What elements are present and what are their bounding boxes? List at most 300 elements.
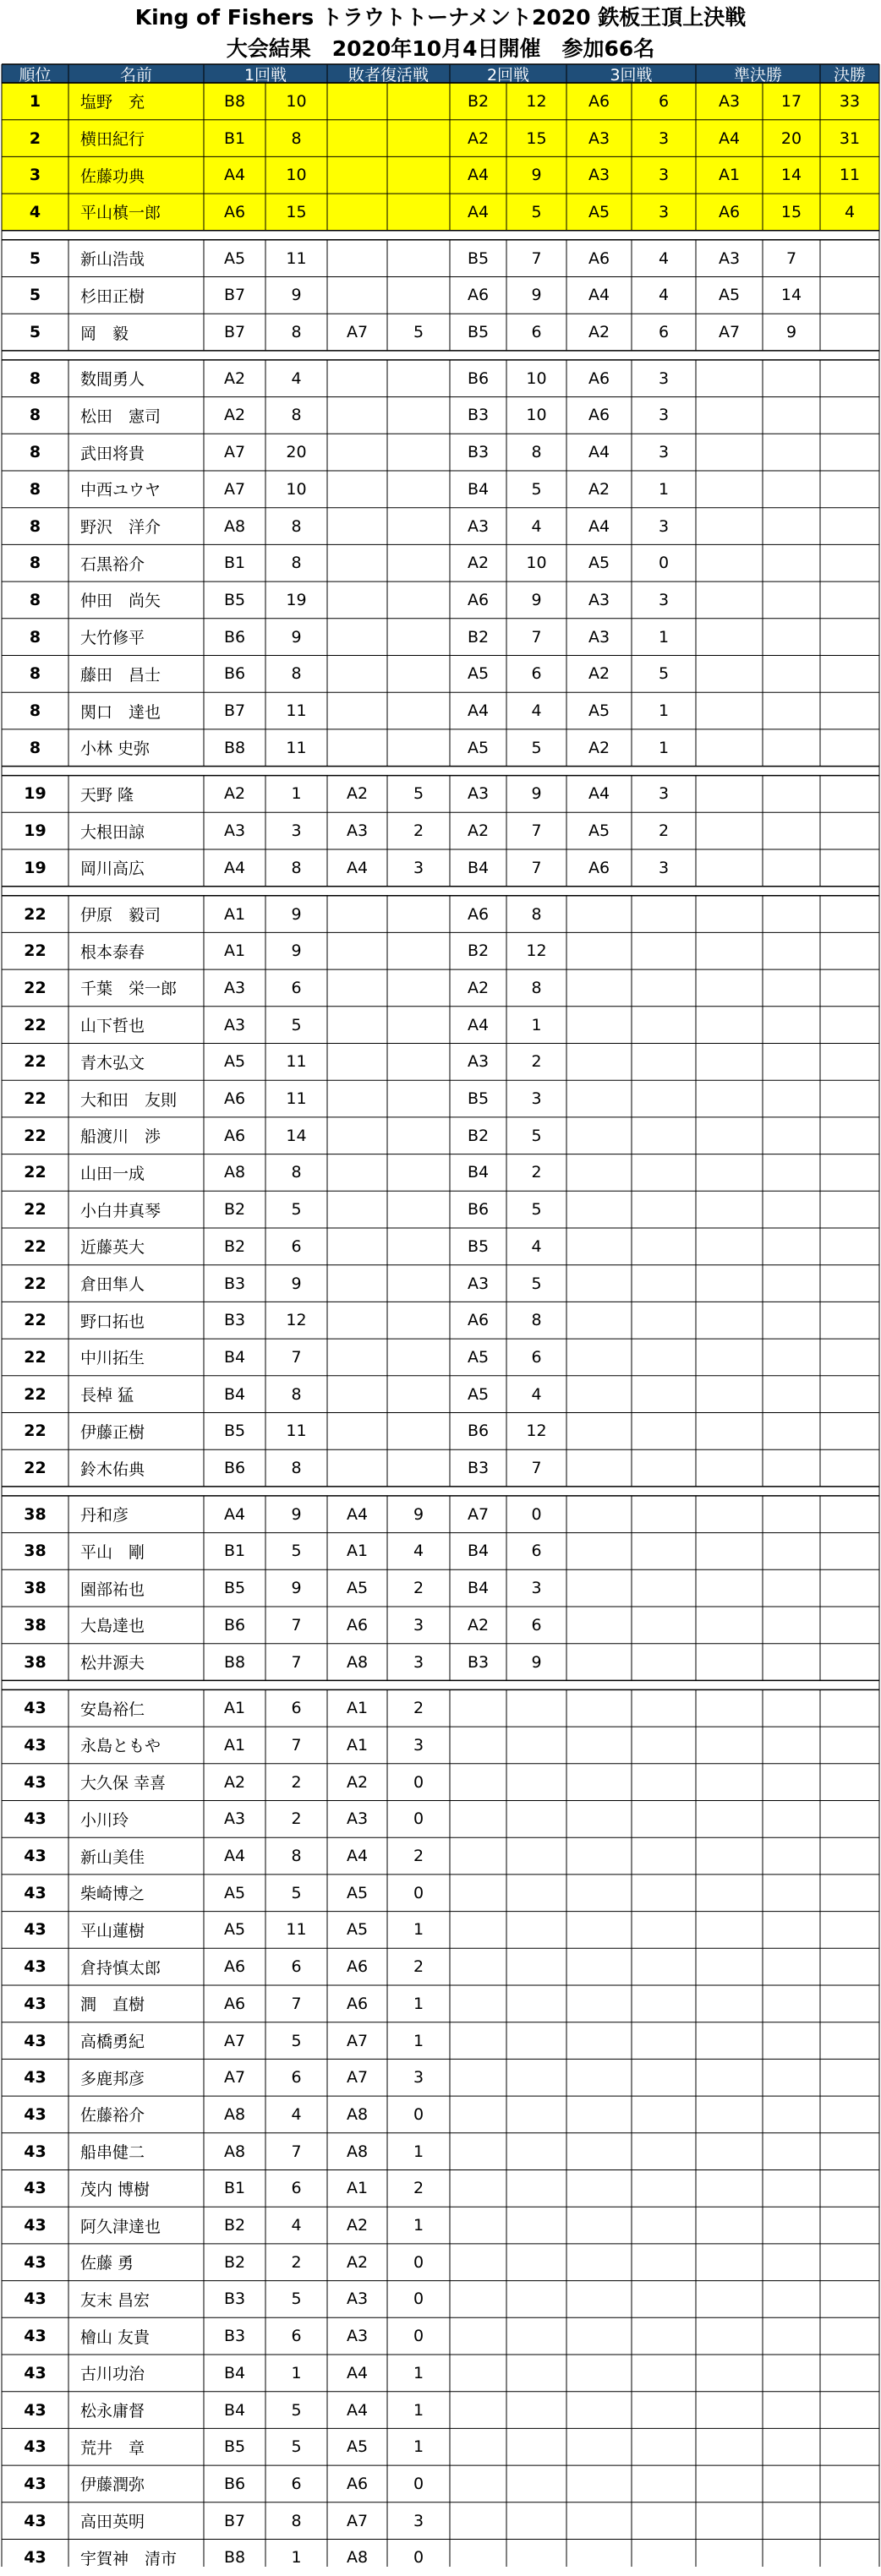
sf-score-cell [763,729,820,767]
rep-score-cell: 1 [387,2133,450,2170]
r1-peg-cell: B1 [204,2170,265,2208]
r1-score-cell: 5 [265,1191,327,1228]
r3-score-cell: 4 [632,240,696,277]
r1-peg-cell: B3 [204,1265,265,1302]
r3-peg-cell [566,1007,632,1044]
rep-score-cell [387,1339,450,1376]
rep-score-cell [387,1154,450,1192]
r2-score-cell: 9 [506,277,566,314]
sf-score-cell [763,1801,820,1838]
r2-peg-cell: B4 [450,1533,506,1570]
rep-score-cell: 5 [387,314,450,351]
name-cell: 平山蓮樹 [68,1912,204,1949]
r3-score-cell [632,1302,696,1339]
rep-score-cell [387,1265,450,1302]
rep-peg-cell: A5 [327,1912,387,1949]
r2-peg-cell [450,2428,506,2465]
r2-peg-cell [450,2244,506,2281]
rank-cell: 22 [2,1449,68,1487]
final-score-cell [820,1569,879,1607]
rep-score-cell [387,120,450,157]
sf-score-cell [763,1007,820,1044]
r3-peg-cell [566,1948,632,1985]
r3-peg-cell [566,1339,632,1376]
final-score-cell [820,1007,879,1044]
r3-peg-cell [566,932,632,969]
r1-score-cell: 8 [265,1154,327,1192]
r1-peg-cell: A2 [204,360,265,397]
rep-peg-cell: A5 [327,1569,387,1607]
r1-peg-cell: B5 [204,581,265,619]
rep-score-cell [387,1080,450,1117]
rank-cell: 43 [2,2244,68,2281]
rep-peg-cell: A1 [327,1727,387,1764]
r3-score-cell [632,1727,696,1764]
r2-score-cell: 9 [506,581,566,619]
r2-peg-cell: B2 [450,932,506,969]
rank-cell: 22 [2,1228,68,1265]
final-score-cell [820,1607,879,1644]
rep-score-cell [387,471,450,508]
r1-score-cell: 7 [265,1644,327,1681]
rep-peg-cell [327,692,387,729]
header-name: 名前 [68,64,204,83]
rep-score-cell: 0 [387,1764,450,1801]
r1-peg-cell: A3 [204,812,265,849]
sf-score-cell [763,1154,820,1192]
rank-cell: 19 [2,812,68,849]
rank-cell: 22 [2,1154,68,1192]
rep-score-cell [387,397,450,434]
r3-score-cell [632,1689,696,1727]
r3-peg-cell [566,1912,632,1949]
r1-peg-cell: B4 [204,1339,265,1376]
sf-peg-cell [696,1302,763,1339]
final-score-cell [820,969,879,1007]
rep-score-cell: 0 [387,2540,450,2576]
sf-peg-cell [696,2465,763,2502]
r3-score-cell [632,2133,696,2170]
r3-peg-cell: A5 [566,692,632,729]
final-score-cell [820,240,879,277]
rank-cell: 43 [2,1837,68,1875]
r3-peg-cell: A4 [566,776,632,813]
tournament-title: King of Fishers トラウトトーナメント2020 鉄板王頂上決戦 [0,2,881,34]
rank-cell: 5 [2,277,68,314]
r1-peg-cell: A7 [204,434,265,471]
r3-score-cell [632,1912,696,1949]
sf-peg-cell [696,896,763,933]
rep-peg-cell: A2 [327,2244,387,2281]
sf-peg-cell [696,2244,763,2281]
r2-score-cell [506,2540,566,2576]
sf-peg-cell [696,932,763,969]
r3-score-cell: 4 [632,277,696,314]
r1-score-cell: 7 [265,2133,327,2170]
rep-score-cell: 0 [387,2244,450,2281]
rank-cell: 43 [2,1801,68,1838]
r2-score-cell: 8 [506,896,566,933]
name-cell: 永島ともや [68,1727,204,1764]
name-cell: 大久保 幸喜 [68,1764,204,1801]
r3-score-cell: 3 [632,156,696,194]
name-cell: 新山浩哉 [68,240,204,277]
r3-score-cell [632,2022,696,2060]
r2-score-cell [506,2281,566,2318]
name-cell: 松井源夫 [68,1644,204,1681]
final-score-cell [820,619,879,656]
r1-score-cell: 8 [265,314,327,351]
rank-cell: 8 [2,729,68,767]
rank-cell: 43 [2,2133,68,2170]
r2-peg-cell: A2 [450,1607,506,1644]
final-score-cell [820,2355,879,2392]
r1-score-cell: 8 [265,544,327,581]
sf-peg-cell [696,471,763,508]
r2-peg-cell: B5 [450,240,506,277]
r1-score-cell: 4 [265,2096,327,2133]
name-cell: 小川玲 [68,1801,204,1838]
r2-score-cell [506,1727,566,1764]
rep-score-cell [387,434,450,471]
r3-peg-cell [566,2244,632,2281]
r1-score-cell: 2 [265,1764,327,1801]
r1-peg-cell: A4 [204,1496,265,1533]
r3-score-cell [632,2096,696,2133]
sf-score-cell [763,2540,820,2576]
r2-score-cell [506,2244,566,2281]
rank-cell: 22 [2,1413,68,1450]
r2-score-cell [506,1689,566,1727]
r1-score-cell: 4 [265,2207,327,2244]
r1-peg-cell: A7 [204,2059,265,2096]
r1-peg-cell: B3 [204,2317,265,2355]
final-score-cell [820,1644,879,1681]
rank-cell: 22 [2,1302,68,1339]
rank-cell: 43 [2,2428,68,2465]
name-cell: 平山槙一郎 [68,194,204,231]
final-score-cell [820,2317,879,2355]
r2-peg-cell: A3 [450,1044,506,1081]
final-score-cell [820,434,879,471]
rep-peg-cell [327,277,387,314]
sf-peg-cell [696,812,763,849]
header-round3: 3回戦 [566,64,696,83]
rep-peg-cell: A5 [327,2428,387,2465]
sf-score-cell [763,360,820,397]
r1-score-cell: 2 [265,1801,327,1838]
r2-peg-cell [450,2502,506,2540]
final-score-cell [820,1339,879,1376]
sf-score-cell [763,1080,820,1117]
r1-score-cell: 11 [265,1413,327,1450]
r2-peg-cell: B4 [450,471,506,508]
final-score-cell [820,932,879,969]
sf-peg-cell [696,849,763,887]
rank-cell: 8 [2,471,68,508]
r1-score-cell: 1 [265,2540,327,2576]
sf-score-cell: 17 [763,83,820,120]
r2-peg-cell [450,1985,506,2022]
r3-score-cell [632,1117,696,1154]
r1-score-cell: 1 [265,776,327,813]
rep-peg-cell [327,360,387,397]
sf-score-cell [763,2059,820,2096]
sf-peg-cell [696,397,763,434]
rep-peg-cell: A8 [327,2540,387,2576]
r2-score-cell: 5 [506,729,566,767]
rep-score-cell [387,360,450,397]
name-cell: 茂内 博樹 [68,2170,204,2208]
rep-peg-cell: A2 [327,2207,387,2244]
name-cell: 小林 史弥 [68,729,204,767]
header-repechage: 敗者復活戦 [327,64,450,83]
rep-peg-cell: A6 [327,2465,387,2502]
rep-score-cell: 2 [387,1689,450,1727]
sf-peg-cell [696,1117,763,1154]
r3-peg-cell [566,1376,632,1413]
r3-score-cell [632,1228,696,1265]
r3-score-cell [632,2392,696,2429]
name-cell: 安島裕仁 [68,1689,204,1727]
rank-cell: 8 [2,360,68,397]
r2-peg-cell: B5 [450,1080,506,1117]
r2-score-cell: 6 [506,314,566,351]
name-cell: 仲田 尚矢 [68,581,204,619]
r3-score-cell [632,1007,696,1044]
r3-score-cell [632,1948,696,1985]
r1-score-cell: 11 [265,240,327,277]
r1-score-cell: 6 [265,1948,327,1985]
r3-peg-cell [566,2465,632,2502]
r2-score-cell: 15 [506,120,566,157]
rep-score-cell: 1 [387,2207,450,2244]
sf-peg-cell [696,1801,763,1838]
r1-peg-cell: A6 [204,194,265,231]
r3-peg-cell: A4 [566,277,632,314]
r3-peg-cell [566,896,632,933]
rep-peg-cell [327,1117,387,1154]
r2-peg-cell: A5 [450,729,506,767]
rank-cell: 22 [2,1191,68,1228]
r3-score-cell [632,1533,696,1570]
name-cell: 倉田隼人 [68,1265,204,1302]
r1-score-cell: 11 [265,692,327,729]
rep-peg-cell: A6 [327,1607,387,1644]
rep-score-cell: 2 [387,1948,450,1985]
r2-peg-cell: A5 [450,1339,506,1376]
rank-cell: 43 [2,2059,68,2096]
r2-peg-cell: B2 [450,83,506,120]
rep-peg-cell: A3 [327,2281,387,2318]
sf-score-cell [763,1689,820,1727]
header-final: 決勝 [820,64,879,83]
final-score-cell [820,2465,879,2502]
name-cell: 松永庸督 [68,2392,204,2429]
final-score-cell [820,544,879,581]
r1-score-cell: 5 [265,2281,327,2318]
r3-score-cell: 1 [632,471,696,508]
r3-score-cell [632,2428,696,2465]
r3-peg-cell [566,1727,632,1764]
sf-peg-cell: A3 [696,240,763,277]
r1-score-cell: 6 [265,2059,327,2096]
r2-peg-cell: A6 [450,581,506,619]
final-score-cell: 11 [820,156,879,194]
r2-peg-cell: B5 [450,314,506,351]
r3-peg-cell: A2 [566,656,632,693]
rank-cell: 22 [2,1339,68,1376]
r2-score-cell [506,2465,566,2502]
sf-score-cell [763,1875,820,1912]
sf-peg-cell [696,692,763,729]
r3-score-cell [632,1191,696,1228]
r3-score-cell [632,2355,696,2392]
r3-peg-cell [566,1265,632,1302]
r2-score-cell [506,2022,566,2060]
final-score-cell [820,1302,879,1339]
name-cell: 丹和彦 [68,1496,204,1533]
r2-peg-cell [450,2059,506,2096]
name-cell: 山田一成 [68,1154,204,1192]
r1-peg-cell: A8 [204,2133,265,2170]
name-cell: 伊原 毅司 [68,896,204,933]
sf-score-cell [763,1191,820,1228]
rep-score-cell: 2 [387,1837,450,1875]
r3-score-cell [632,1044,696,1081]
sf-score-cell [763,2465,820,2502]
r1-peg-cell: B6 [204,2465,265,2502]
rank-cell: 8 [2,508,68,545]
r1-peg-cell: B7 [204,2502,265,2540]
rank-cell: 5 [2,314,68,351]
rep-peg-cell: A4 [327,1496,387,1533]
r3-peg-cell [566,2502,632,2540]
name-cell: 大和田 友則 [68,1080,204,1117]
name-cell: 伊藤潤弥 [68,2465,204,2502]
final-score-cell [820,581,879,619]
r3-score-cell: 6 [632,83,696,120]
sf-score-cell: 14 [763,156,820,194]
final-score-cell [820,1376,879,1413]
r2-peg-cell [450,2540,506,2576]
r1-peg-cell: B4 [204,1376,265,1413]
r1-score-cell: 9 [265,896,327,933]
r1-peg-cell: B6 [204,1449,265,1487]
r3-peg-cell [566,2170,632,2208]
r1-peg-cell: A2 [204,397,265,434]
rep-peg-cell [327,729,387,767]
final-score-cell [820,1265,879,1302]
sf-peg-cell [696,1080,763,1117]
rep-score-cell: 3 [387,2059,450,2096]
r2-peg-cell [450,1875,506,1912]
r3-score-cell [632,1080,696,1117]
rep-peg-cell: A4 [327,849,387,887]
r2-peg-cell [450,1689,506,1727]
r3-peg-cell: A3 [566,619,632,656]
sf-peg-cell [696,1912,763,1949]
final-score-cell [820,1044,879,1081]
r3-peg-cell [566,1689,632,1727]
rank-cell: 19 [2,776,68,813]
r1-score-cell: 8 [265,1837,327,1875]
sf-score-cell [763,1044,820,1081]
sf-peg-cell [696,1644,763,1681]
r3-score-cell [632,1265,696,1302]
sf-peg-cell: A4 [696,120,763,157]
sf-peg-cell [696,360,763,397]
name-cell: 多鹿邦彦 [68,2059,204,2096]
rank-cell: 22 [2,1080,68,1117]
r2-peg-cell: A4 [450,156,506,194]
r2-score-cell: 7 [506,240,566,277]
rank-cell: 22 [2,896,68,933]
r2-score-cell: 4 [506,508,566,545]
sf-peg-cell [696,776,763,813]
r2-peg-cell: A2 [450,969,506,1007]
r1-peg-cell: A1 [204,896,265,933]
sf-score-cell [763,2096,820,2133]
final-score-cell [820,1985,879,2022]
name-cell: 大竹修平 [68,619,204,656]
r3-score-cell [632,1154,696,1192]
r2-score-cell [506,1912,566,1949]
final-score-cell [820,397,879,434]
r3-peg-cell [566,1644,632,1681]
r1-score-cell: 9 [265,277,327,314]
final-score-cell [820,508,879,545]
r1-score-cell: 9 [265,932,327,969]
rank-cell: 43 [2,2540,68,2576]
r2-peg-cell: B2 [450,619,506,656]
r3-peg-cell [566,1533,632,1570]
r2-score-cell [506,1985,566,2022]
name-cell: 数間勇人 [68,360,204,397]
rep-peg-cell [327,544,387,581]
sf-score-cell [763,969,820,1007]
sf-score-cell [763,2317,820,2355]
r2-peg-cell: A6 [450,896,506,933]
r1-score-cell: 8 [265,656,327,693]
sf-peg-cell: A3 [696,83,763,120]
r2-peg-cell [450,2317,506,2355]
rep-score-cell: 3 [387,849,450,887]
rank-cell: 8 [2,619,68,656]
name-cell: 新山美佳 [68,1837,204,1875]
r3-peg-cell [566,1837,632,1875]
r3-score-cell [632,1339,696,1376]
r3-peg-cell [566,1191,632,1228]
rep-peg-cell [327,656,387,693]
rep-peg-cell [327,1044,387,1081]
r1-score-cell: 4 [265,360,327,397]
final-score-cell [820,1912,879,1949]
r2-peg-cell: A4 [450,194,506,231]
sf-peg-cell [696,1837,763,1875]
r3-peg-cell: A3 [566,156,632,194]
sf-score-cell [763,2170,820,2208]
sf-peg-cell [696,2281,763,2318]
r1-peg-cell: A6 [204,1948,265,1985]
final-score-cell [820,2096,879,2133]
name-cell: 関口 達也 [68,692,204,729]
final-score-cell [820,471,879,508]
r1-peg-cell: A5 [204,1875,265,1912]
final-score-cell [820,1449,879,1487]
r3-peg-cell: A2 [566,471,632,508]
sf-score-cell [763,1985,820,2022]
